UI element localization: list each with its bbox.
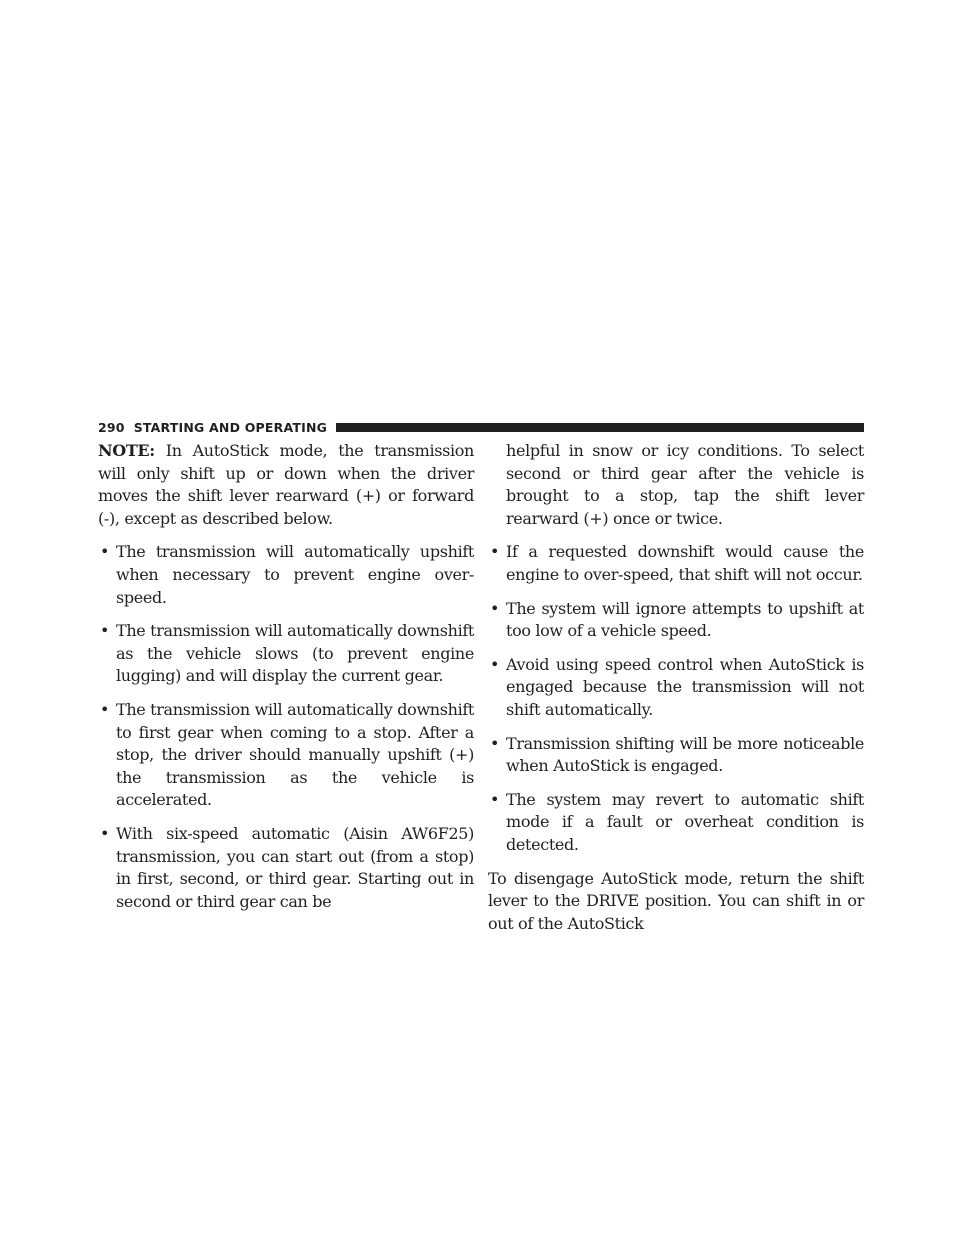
list-item <box>98 541 474 609</box>
list-item-text: Transmission shifting will be more noticeable when AutoStick is engaged. <box>506 733 864 776</box>
list-item <box>488 654 864 722</box>
list-item <box>488 598 864 643</box>
header-rule <box>336 423 864 432</box>
bullet-icon: • <box>100 699 110 719</box>
closing-paragraph: To disengage AutoStick mode, return the shift lever to the DRIVE position. You can shift in or out of the AutoStick <box>488 868 864 933</box>
bullet-icon: • <box>100 621 110 641</box>
note-text: In AutoStick mode, the transmission will only shift up or down when the driver moves the shift lever rearward (+) or forward (-), except as described below. <box>98 441 474 528</box>
list-item-text: The transmission will automatically upshift when necessary to prevent engine over-speed. <box>116 542 474 607</box>
section-title: STARTING AND OPERATING <box>133 419 328 435</box>
left-bullet-list <box>98 541 474 913</box>
bullet-icon: • <box>490 733 500 753</box>
list-item-continued <box>488 440 864 530</box>
list-item <box>488 541 864 586</box>
bullet-icon: • <box>490 789 500 809</box>
bullet-icon: • <box>100 823 110 843</box>
list-item <box>488 733 864 778</box>
list-item-text: helpful in snow or icy conditions. To select second or third gear after the vehicle is brought to a stop, tap the shift lever rearward (+) once or twice. <box>506 441 864 528</box>
list-item <box>98 620 474 688</box>
bullet-icon: • <box>490 542 500 562</box>
bullet-icon: • <box>490 654 500 674</box>
list-item <box>488 789 864 857</box>
list-item-text: The system may revert to automatic shift mode if a fault or overheat condition is detected. <box>506 789 864 854</box>
bullet-icon: • <box>490 598 500 618</box>
list-item-text: With six-speed automatic (Aisin AW6F25) transmission, you can start out (from a stop) in first, second, or third gear. Starting out in second or third gear can be <box>116 823 474 911</box>
list-item-text: The transmission will automatically downshift as the vehicle slows (to prevent engine lugging) and will display the current gear. <box>116 621 474 686</box>
right-column <box>488 440 864 946</box>
right-bullet-list <box>488 440 864 857</box>
list-item-text: Avoid using speed control when AutoStick is engaged because the transmission will not shift automatically. <box>506 654 864 719</box>
left-column <box>98 440 474 924</box>
list-item <box>98 699 474 812</box>
bullet-icon: • <box>100 542 110 562</box>
note-label: NOTE: <box>98 441 155 460</box>
list-item-text: The system will ignore attempts to upshift at too low of a vehicle speed. <box>506 598 864 641</box>
note-paragraph <box>98 440 474 530</box>
list-item <box>98 823 474 913</box>
page-number: 290 <box>98 419 125 435</box>
list-item-text: The transmission will automatically downshift to first gear when coming to a stop. After a stop, the driver should manually upshift (+) the transmission as the vehicle is accelerated. <box>116 699 474 810</box>
list-item-text: If a requested downshift would cause the engine to over-speed, that shift will not occur. <box>506 542 864 584</box>
page-header <box>98 418 864 436</box>
